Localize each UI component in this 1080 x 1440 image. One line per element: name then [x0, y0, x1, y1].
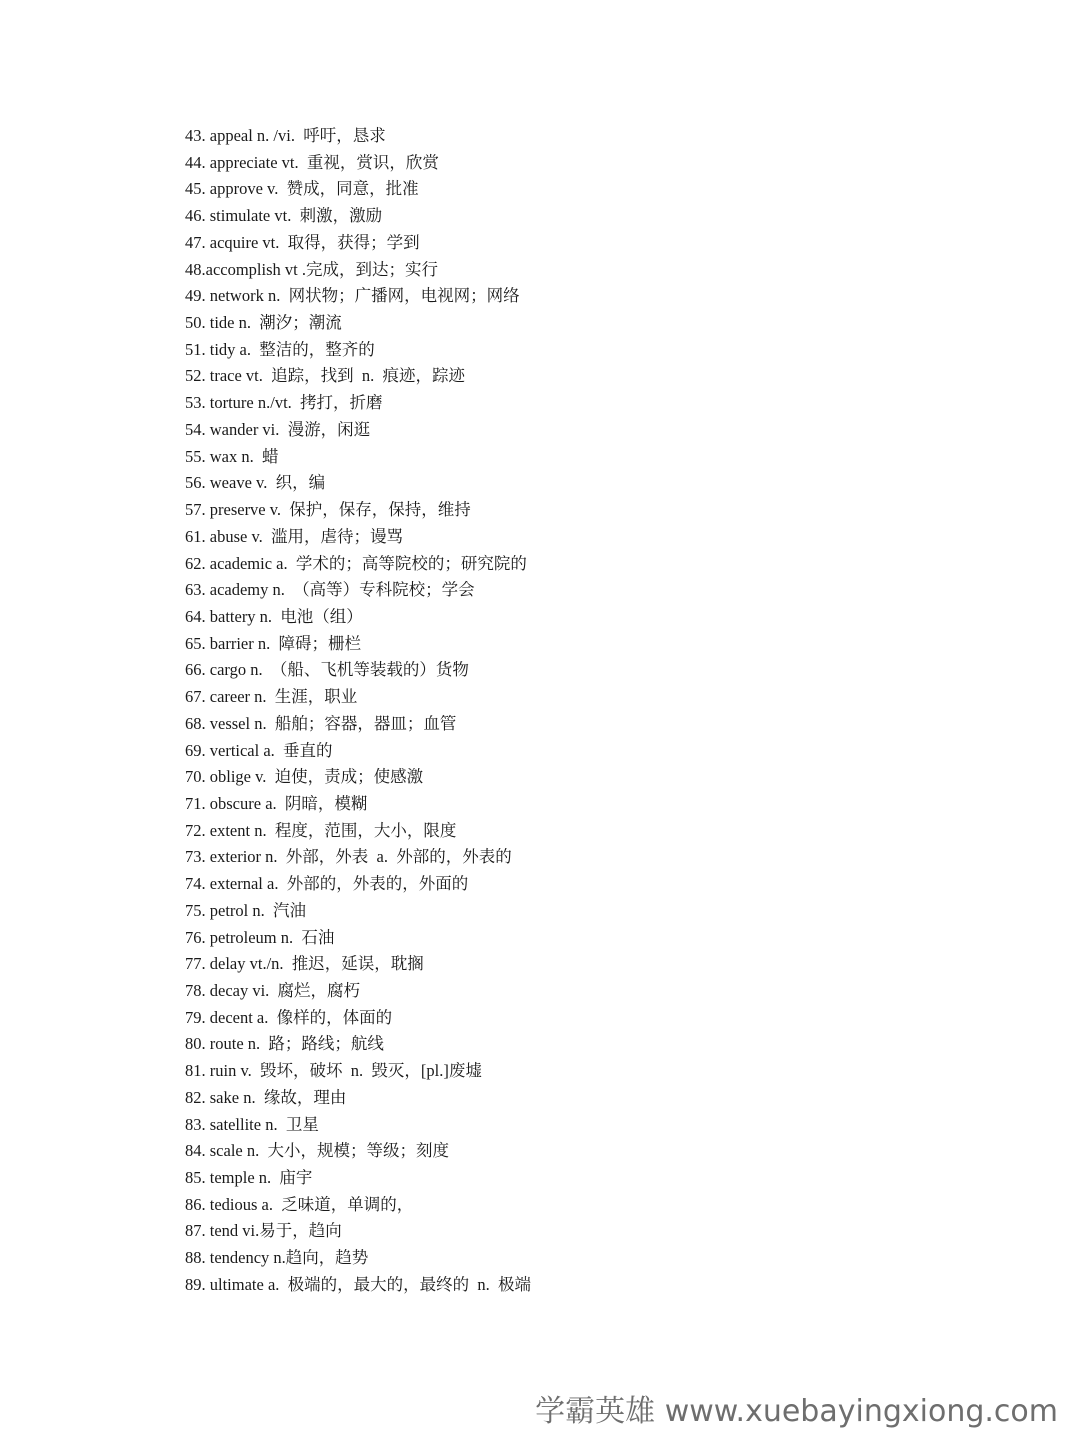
vocabulary-entry: 65. barrier n. 障碍；栅栏 [185, 633, 361, 653]
vocabulary-entry: 73. exterior n. 外部，外表 a. 外部的，外表的 [185, 847, 512, 867]
vocabulary-entry: 55. wax n. 蜡 [185, 446, 279, 466]
vocabulary-entry: 71. obscure a. 阴暗，模糊 [185, 793, 368, 813]
vocabulary-entry: 54. wander vi. 漫游，闲逛 [185, 419, 371, 439]
vocabulary-entry: 76. petroleum n. 石油 [185, 927, 335, 947]
vocabulary-entry: 47. acquire vt. 取得，获得；学到 [185, 232, 420, 252]
vocabulary-entry: 79. decent a. 像样的，体面的 [185, 1007, 393, 1027]
vocabulary-entry: 85. temple n. 庙宇 [185, 1168, 313, 1188]
vocabulary-entry: 50. tide n. 潮汐；潮流 [185, 313, 342, 333]
vocabulary-entry: 51. tidy a. 整洁的，整齐的 [185, 339, 375, 359]
vocabulary-entry: 63. academy n. （高等）专科院校；学会 [185, 580, 475, 600]
vocabulary-entry: 67. career n. 生涯，职业 [185, 687, 358, 707]
vocabulary-entry: 86. tedious a. 乏味道，单调的， [185, 1194, 414, 1214]
vocabulary-entry: 84. scale n. 大小，规模；等级；刻度 [185, 1141, 449, 1161]
vocabulary-entry: 81. ruin v. 毁坏，破坏 n. 毁灭，[pl.]废墟 [185, 1061, 482, 1081]
vocabulary-entry: 49. network n. 网状物；广播网，电视网；网络 [185, 286, 520, 306]
vocabulary-entry: 44. appreciate vt. 重视，赏识，欣赏 [185, 152, 439, 172]
vocabulary-entry: 48.accomplish vt .完成，到达；实行 [185, 259, 438, 279]
vocabulary-entry: 53. torture n./vt. 拷打，折磨 [185, 393, 383, 413]
vocabulary-entry: 89. ultimate a. 极端的，最大的，最终的 n. 极端 [185, 1274, 532, 1294]
vocabulary-entry: 87. tend vi.易于，趋向 [185, 1221, 342, 1241]
vocabulary-entry: 52. trace vt. 追踪，找到 n. 痕迹，踪迹 [185, 366, 466, 386]
site-watermark: 学霸英雄 www.xuebayingxiong.com [535, 1394, 1058, 1429]
vocabulary-entry: 56. weave v. 织，编 [185, 473, 326, 493]
vocabulary-entry: 66. cargo n. （船、飞机等装载的）货物 [185, 660, 469, 680]
vocabulary-entry: 68. vessel n. 船舶；容器，器皿；血管 [185, 713, 457, 733]
vocabulary-entry: 46. stimulate vt. 刺激，激励 [185, 206, 383, 226]
vocabulary-entry: 88. tendency n.趋向，趋势 [185, 1248, 369, 1268]
vocabulary-entry: 78. decay vi. 腐烂，腐朽 [185, 981, 361, 1000]
vocabulary-entry: 83. satellite n. 卫星 [185, 1114, 319, 1134]
vocabulary-entry: 80. route n. 路；路线；航线 [185, 1034, 384, 1054]
vocabulary-entry: 69. vertical a. 垂直的 [185, 740, 333, 760]
vocabulary-entry: 61. abuse v. 滥用，虐待；谩骂 [185, 526, 403, 546]
vocabulary-entry: 75. petrol n. 汽油 [185, 900, 306, 920]
vocabulary-entry: 77. delay vt./n. 推迟，延误，耽搁 [185, 954, 424, 974]
vocabulary-entry: 57. preserve v. 保护，保存，保持，维持 [185, 500, 471, 520]
vocabulary-entry: 74. external a. 外部的，外表的，外面的 [185, 874, 469, 894]
vocabulary-entry: 45. approve v. 赞成，同意，批准 [185, 179, 419, 199]
vocabulary-entry: 72. extent n. 程度，范围，大小，限度 [185, 820, 457, 840]
vocabulary-list [185, 123, 531, 1299]
vocabulary-entry: 70. oblige v. 迫使，责成；使感激 [185, 767, 424, 787]
vocabulary-entry: 82. sake n. 缘故，理由 [185, 1087, 347, 1107]
vocabulary-entry: 64. battery n. 电池（组） [185, 606, 363, 626]
vocabulary-entry: 62. academic a. 学术的；高等院校的；研究院的 [185, 553, 527, 573]
vocabulary-entry: 43. appeal n. /vi. 呼吁，恳求 [185, 126, 386, 145]
